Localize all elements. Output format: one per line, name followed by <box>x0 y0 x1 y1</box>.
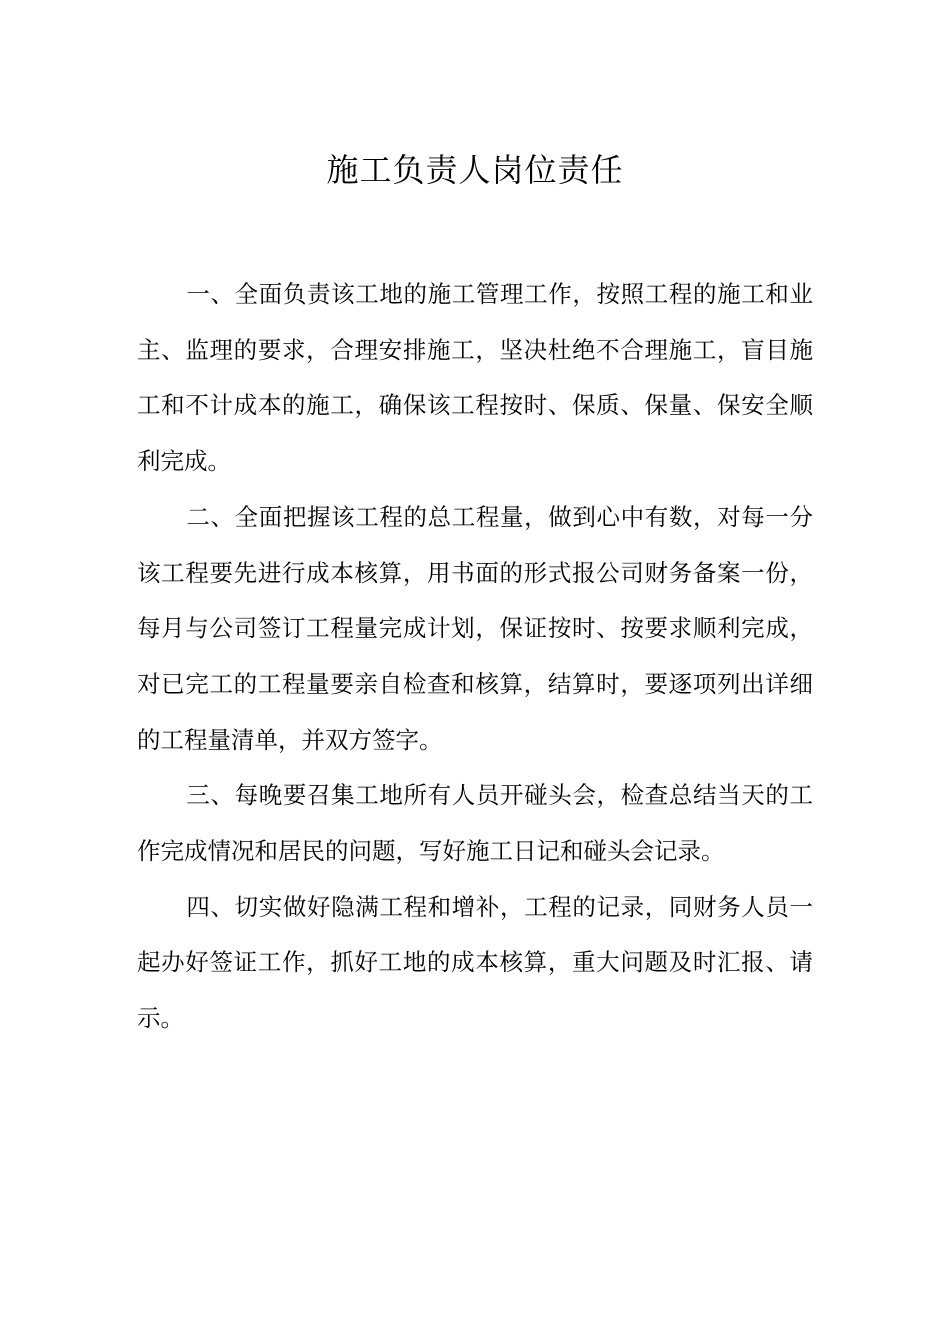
document-title: 施工负责人岗位责任 <box>326 151 624 189</box>
paragraph-1: 一、全面负责该工地的施工管理工作，按照工程的施工和业主、监理的要求，合理安排施工，坚决杜绝不合理施工，盲目施工和不计成本的施工，确保该工程按时、保质、保量、保安全顺利完成。 <box>137 280 813 476</box>
paragraph-2: 二、全面把握该工程的总工程量，做到心中有数，对每一分该工程要先进行成本核算，用书面的形式报公司财务备案一份，每月与公司签订工程量完成计划，保证按时、按要求顺利完成，对已完工的工程量要亲自检查和核算，结算时，要逐项列出详细的工程量清单，并双方签字。 <box>137 502 813 754</box>
paragraph-3: 三、每晚要召集工地所有人员开碰头会，检查总结当天的工作完成情况和居民的问题，写好施工日记和碰头会记录。 <box>137 781 813 866</box>
paragraph-4: 四、切实做好隐满工程和增补，工程的记录，同财务人员一起办好签证工作，抓好工地的成本核算，重大问题及时汇报、请示。 <box>137 892 813 1033</box>
document-body <box>137 267 813 1047</box>
